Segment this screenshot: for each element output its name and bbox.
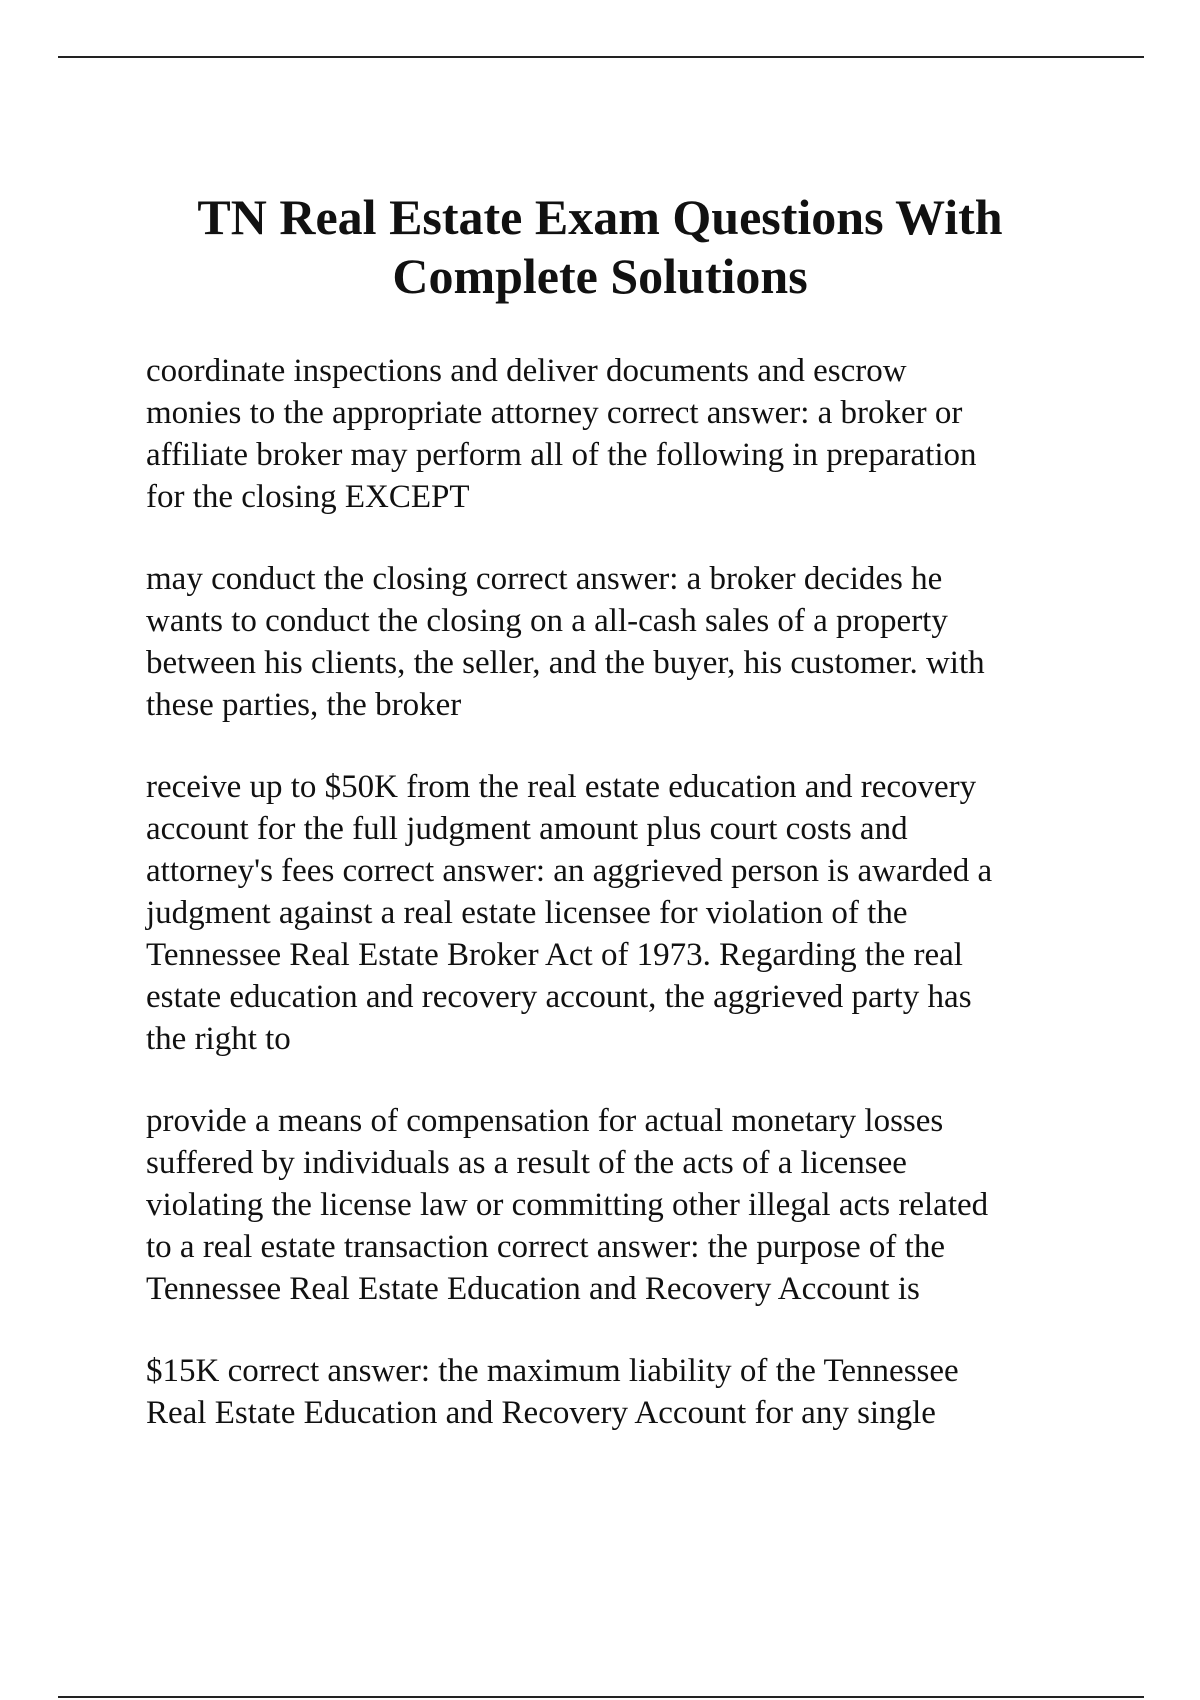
document-body: [146, 350, 1106, 1474]
document-title: TN Real Estate Exam Questions With Complete Solutions: [197, 189, 1003, 304]
bottom-rule: [58, 1696, 1144, 1698]
question-entry-3: receive up to $50K from the real estate education and recovery account for the full judgment amount plus court costs and attorney's fees correct answer: an aggrieved person is awarded a judgment against a real estate licensee for violation of the Tennessee Real Estate Broker Act of 1973. Regarding the real estate education and recovery account, the aggrieved party has the right to: [146, 769, 993, 1057]
question-entry-1: coordinate inspections and deliver documents and escrow monies to the appropriate attorney correct answer: a broker or affiliate broker may perform all of the following in preparation for the closing EXCEPT: [146, 353, 977, 515]
question-entry-4: provide a means of compensation for actual monetary losses suffered by individuals as a result of the acts of a licensee violating the license law or committing other illegal acts related to a real estate transaction correct answer: the purpose of the Tennessee Real Estate Education and Recovery Account is: [146, 1103, 989, 1307]
top-rule: [58, 56, 1144, 58]
question-entry-2: may conduct the closing correct answer: a broker decides he wants to conduct the closing on a all-cash sales of a property between his clients, the seller, and the buyer, his customer. with these parties, the broker: [146, 561, 985, 723]
question-entry-5: $15K correct answer: the maximum liability of the Tennessee Real Estate Education and Recovery Account for any single: [146, 1353, 959, 1431]
